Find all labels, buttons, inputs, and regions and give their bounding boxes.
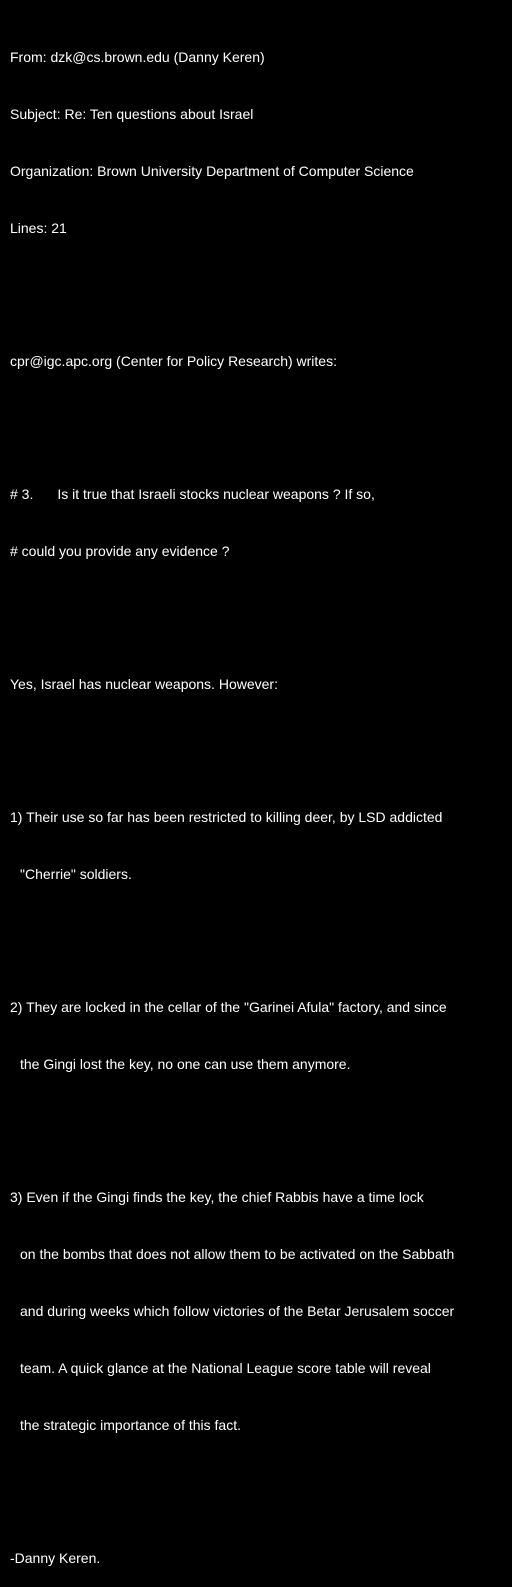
signature: -Danny Keren.	[10, 1550, 101, 1566]
spacer	[10, 1112, 506, 1131]
point3-line1: 3) Even if the Gingi finds the key, the chief Rabbis have a time lock	[10, 1189, 424, 1205]
quote-marker: # 3.	[10, 486, 34, 502]
point3-line2: on the bombs that does not allow them to be activated on the Sabbath	[20, 1246, 455, 1262]
point2-line1: 2) They are locked in the cellar of the "Garinei Afula" factory, and since	[10, 999, 447, 1015]
spacer	[10, 732, 506, 751]
spacer	[10, 276, 506, 295]
point3-line4: team. A quick glance at the National League score table will reveal	[20, 1360, 431, 1376]
header-lines: Lines: 21	[10, 220, 67, 236]
point3-line5: the strategic importance of this fact.	[20, 1417, 241, 1433]
message-document	[10, 10, 506, 1587]
header-from: From: dzk@cs.brown.edu (Danny Keren)	[10, 49, 265, 65]
spacer	[10, 599, 506, 618]
attribution-line: cpr@igc.apc.org (Center for Policy Research) writes:	[10, 353, 337, 369]
point3-line3: and during weeks which follow victories of the Betar Jerusalem soccer	[20, 1303, 455, 1319]
spacer	[10, 1473, 506, 1492]
point1-line2: "Cherrie" soldiers.	[20, 866, 132, 882]
quote-line-2: # could you provide any evidence ?	[10, 543, 230, 559]
quote-line-1	[10, 485, 506, 504]
quote-text-1: Is it true that Israeli stocks nuclear weapons ? If so,	[57, 486, 375, 502]
point1-line1: 1) Their use so far has been restricted to killing deer, by LSD addicted	[10, 809, 443, 825]
point2-line2: the Gingi lost the key, no one can use them anymore.	[20, 1056, 351, 1072]
spacer	[10, 409, 506, 428]
body-intro: Yes, Israel has nuclear weapons. However:	[10, 676, 278, 692]
header-organization: Organization: Brown University Department of Computer Science	[10, 163, 414, 179]
header-subject: Subject: Re: Ten questions about Israel	[10, 106, 254, 122]
spacer	[10, 922, 506, 941]
